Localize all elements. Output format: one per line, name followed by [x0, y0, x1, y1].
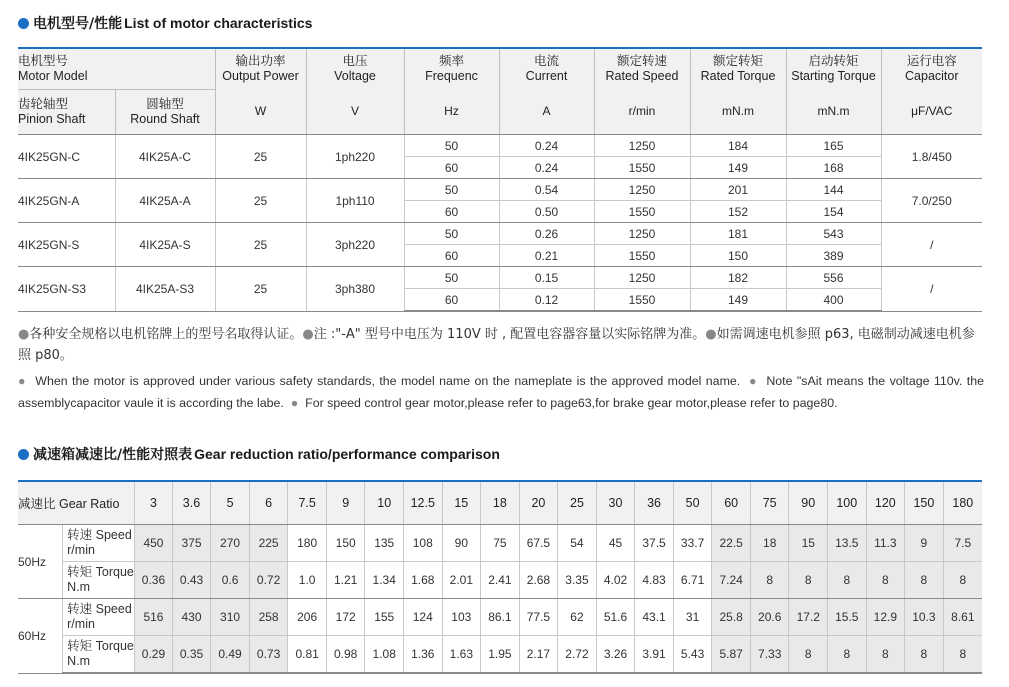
torque-value-cell: 0.6 [211, 562, 250, 599]
speed-cell: 1550 [594, 245, 690, 267]
motor-section-title [18, 13, 312, 33]
speed-label-en: Speed [95, 528, 132, 542]
speed-value-cell: 75 [481, 525, 520, 562]
torque-row [18, 562, 982, 599]
speed-value-cell: 33.7 [673, 525, 712, 562]
speed-cn: 额定转速 [617, 54, 668, 69]
ratio-cell: 75 [750, 481, 789, 525]
start-cell: 543 [786, 223, 881, 245]
torque-value-cell: 1.08 [365, 636, 404, 674]
note-en-2: Note "sAit means the voltage 110v. the assemblycapacitor vaule it is according the labe. [18, 374, 985, 410]
torque-value-cell: 0.73 [249, 636, 288, 674]
rated-torque-header [690, 48, 786, 90]
torque-value-cell: 7.33 [750, 636, 789, 674]
torque-value-cell: 1.21 [326, 562, 365, 599]
ratio-cell: 18 [481, 481, 520, 525]
speed-value-cell: 77.5 [519, 599, 558, 636]
speed-cell: 1550 [594, 157, 690, 179]
speed-en: Rated Speed [605, 69, 679, 84]
bullet-icon [18, 449, 29, 460]
torque-cell: 149 [690, 289, 786, 312]
current-cell: 0.26 [499, 223, 594, 245]
round-en: Round Shaft [130, 112, 200, 126]
gear-ratio-label: 减速比 Gear Ratio [18, 481, 135, 525]
speed-value-cell: 7.5 [943, 525, 982, 562]
speed-value-cell: 67.5 [519, 525, 558, 562]
bullet-icon [18, 18, 29, 29]
ratio-cell: 6 [249, 481, 288, 525]
speed-label-cell [63, 599, 135, 636]
ratio-cell: 10 [365, 481, 404, 525]
frequency-cell: 60Hz [18, 599, 63, 674]
note-bullet-icon: ● [18, 374, 27, 388]
speed-value-cell: 172 [326, 599, 365, 636]
round-shaft-cell: 4IK25A-S [115, 223, 215, 267]
torque-value-cell: 1.95 [481, 636, 520, 674]
round-cn: 圆轴型 [146, 97, 184, 111]
note-cn-3: 如需调速电机参照 p63, 电磁制动减速电机参照 p80。 [18, 327, 975, 363]
torque-value-cell: 1.0 [288, 562, 327, 599]
torque-value-cell: 3.91 [635, 636, 674, 674]
start-cell: 165 [786, 135, 881, 157]
speed-label-cn: 转速 [67, 528, 93, 542]
unit-voltage: V [306, 90, 404, 135]
note-bullet-icon: ● [18, 327, 30, 342]
capacitor-cell: 1.8/450 [881, 135, 982, 179]
gear-table-body [18, 525, 982, 674]
start-en: Starting Torque [791, 69, 876, 84]
ratio-cell: 7.5 [288, 481, 327, 525]
rated-speed-header [594, 48, 690, 90]
speed-value-cell: 310 [211, 599, 250, 636]
unit-speed: r/min [594, 90, 690, 135]
note-bullet-icon: ● [749, 374, 758, 388]
note-bullet-icon: ● [290, 396, 299, 410]
pinion-shaft-cell: 4IK25GN-S [18, 223, 115, 267]
round-shaft-cell: 4IK25A-S3 [115, 267, 215, 312]
speed-value-cell: 450 [135, 525, 173, 562]
pinion-cn: 齿轮轴型 [18, 97, 69, 111]
torque-cell: 201 [690, 179, 786, 201]
speed-value-cell: 20.6 [750, 599, 789, 636]
freq-cell: 50 [404, 179, 499, 201]
torque-value-cell: 8 [943, 636, 982, 674]
torque-label-en: Torque [95, 565, 134, 579]
speed-value-cell: 270 [211, 525, 250, 562]
speed-value-cell: 103 [442, 599, 481, 636]
torque-unit: N.m [67, 654, 91, 668]
gear-title-cn: 减速箱减速比/性能对照表 [33, 447, 193, 463]
current-cell: 0.54 [499, 179, 594, 201]
ratio-cell: 20 [519, 481, 558, 525]
gear-section-title [18, 444, 500, 464]
speed-value-cell: 258 [249, 599, 288, 636]
speed-value-cell: 22.5 [712, 525, 751, 562]
speed-value-cell: 225 [249, 525, 288, 562]
torque-value-cell: 1.63 [442, 636, 481, 674]
output-cell: 25 [215, 223, 306, 267]
ratio-cell: 5 [211, 481, 250, 525]
ratio-cell: 9 [326, 481, 365, 525]
speed-value-cell: 15 [789, 525, 828, 562]
speed-label [67, 528, 134, 543]
torque-value-cell: 8 [828, 636, 867, 674]
torque-value-cell: 0.72 [249, 562, 288, 599]
speed-cell: 1550 [594, 289, 690, 312]
torque-value-cell: 4.83 [635, 562, 674, 599]
gear-ratio-table [18, 480, 982, 674]
current-en: Current [525, 69, 568, 84]
speed-value-cell: 13.5 [828, 525, 867, 562]
voltage-cell: 3ph220 [306, 223, 404, 267]
speed-value-cell: 430 [172, 599, 211, 636]
unit-output: W [215, 90, 306, 135]
notes-chinese [18, 324, 984, 366]
voltage-cell: 3ph380 [306, 267, 404, 312]
motor-row [18, 223, 982, 245]
current-cell: 0.21 [499, 245, 594, 267]
note-cn-1: 各种安全规格以电机铭牌上的型号名取得认证。 [29, 327, 303, 342]
torque-value-cell: 0.43 [172, 562, 211, 599]
torque-label-cn: 转矩 [67, 565, 93, 579]
start-cell: 154 [786, 201, 881, 223]
freq-cell: 50 [404, 223, 499, 245]
output-power-header [215, 48, 306, 90]
speed-value-cell: 86.1 [481, 599, 520, 636]
current-header [499, 48, 594, 90]
torque-value-cell: 8 [943, 562, 982, 599]
torque-cell: 181 [690, 223, 786, 245]
speed-value-cell: 31 [673, 599, 712, 636]
torque-value-cell: 3.26 [596, 636, 635, 674]
speed-value-cell: 62 [558, 599, 597, 636]
ratio-cell: 150 [905, 481, 944, 525]
speed-value-cell: 15.5 [828, 599, 867, 636]
ratio-cell: 60 [712, 481, 751, 525]
torque-value-cell: 6.71 [673, 562, 712, 599]
torque-en: Rated Torque [700, 69, 776, 84]
ratio-cell: 3.6 [172, 481, 211, 525]
voltage-header [306, 48, 404, 90]
torque-value-cell: 0.29 [135, 636, 173, 674]
torque-row [18, 636, 982, 674]
ratio-cell: 50 [673, 481, 712, 525]
torque-label [67, 639, 134, 654]
speed-unit: r/min [67, 617, 95, 631]
round-shaft-header [115, 90, 215, 135]
output-cell: 25 [215, 135, 306, 179]
torque-value-cell: 2.68 [519, 562, 558, 599]
unit-frequency: Hz [404, 90, 499, 135]
torque-label [67, 565, 134, 580]
unit-torque: mN.m [690, 90, 786, 135]
torque-value-cell: 5.43 [673, 636, 712, 674]
start-cn: 启动转矩 [808, 54, 859, 69]
torque-value-cell: 2.41 [481, 562, 520, 599]
cap-cn: 运行电容 [906, 54, 957, 69]
torque-value-cell: 1.34 [365, 562, 404, 599]
torque-cell: 152 [690, 201, 786, 223]
motor-model-en: Motor Model [18, 69, 88, 83]
speed-value-cell: 17.2 [789, 599, 828, 636]
current-cn: 电流 [534, 54, 560, 69]
freq-cell: 60 [404, 201, 499, 223]
speed-value-cell: 375 [172, 525, 211, 562]
torque-unit: N.m [67, 580, 91, 594]
speed-cell: 1250 [594, 267, 690, 289]
speed-value-cell: 516 [135, 599, 173, 636]
capacitor-cell: 7.0/250 [881, 179, 982, 223]
voltage-cn: 电压 [342, 54, 368, 69]
speed-row [18, 599, 982, 636]
freq-cell: 50 [404, 135, 499, 157]
freq-en: Frequenc [425, 69, 478, 84]
unit-starting-torque: mN.m [786, 90, 881, 135]
speed-value-cell: 8.61 [943, 599, 982, 636]
torque-value-cell: 0.35 [172, 636, 211, 674]
speed-label-en: Speed [95, 602, 132, 616]
torque-value-cell: 1.68 [404, 562, 443, 599]
freq-cn: 频率 [439, 54, 465, 69]
speed-cell: 1550 [594, 201, 690, 223]
speed-cell: 1250 [594, 135, 690, 157]
unit-current: A [499, 90, 594, 135]
pinion-shaft-cell: 4IK25GN-C [18, 135, 115, 179]
torque-value-cell: 0.49 [211, 636, 250, 674]
current-cell: 0.50 [499, 201, 594, 223]
ratio-cell: 3 [135, 481, 173, 525]
round-shaft-cell: 4IK25A-C [115, 135, 215, 179]
torque-cn: 额定转矩 [713, 54, 764, 69]
voltage-cell: 1ph220 [306, 135, 404, 179]
output-cell: 25 [215, 267, 306, 312]
torque-value-cell: 2.17 [519, 636, 558, 674]
note-bullet-icon: ● [302, 327, 314, 342]
torque-value-cell: 5.87 [712, 636, 751, 674]
torque-value-cell: 0.36 [135, 562, 173, 599]
torque-value-cell: 8 [828, 562, 867, 599]
motor-title-en: List of motor characteristics [124, 15, 313, 31]
speed-value-cell: 18 [750, 525, 789, 562]
torque-value-cell: 8 [866, 636, 905, 674]
speed-value-cell: 124 [404, 599, 443, 636]
speed-value-cell: 180 [288, 525, 327, 562]
ratio-cell: 100 [828, 481, 867, 525]
torque-value-cell: 8 [789, 562, 828, 599]
torque-label-cell [63, 636, 135, 674]
speed-value-cell: 108 [404, 525, 443, 562]
torque-cell: 150 [690, 245, 786, 267]
pinion-en: Pinion Shaft [18, 112, 86, 126]
speed-value-cell: 90 [442, 525, 481, 562]
round-shaft-cell: 4IK25A-A [115, 179, 215, 223]
unit-capacitor: μF/VAC [881, 90, 982, 135]
torque-value-cell: 1.36 [404, 636, 443, 674]
start-cell: 400 [786, 289, 881, 312]
torque-value-cell: 7.24 [712, 562, 751, 599]
gear-ratio-header-row [18, 481, 982, 525]
speed-value-cell: 43.1 [635, 599, 674, 636]
speed-value-cell: 11.3 [866, 525, 905, 562]
motor-title-cn: 电机型号/性能 [33, 16, 123, 32]
freq-cell: 60 [404, 157, 499, 179]
gear-title-en: Gear reduction ratio/performance comparison [194, 446, 500, 462]
frequency-cell: 50Hz [18, 525, 63, 599]
ratio-cell: 90 [789, 481, 828, 525]
speed-value-cell: 9 [905, 525, 944, 562]
torque-value-cell: 8 [905, 636, 944, 674]
speed-value-cell: 150 [326, 525, 365, 562]
ratio-cell: 12.5 [404, 481, 443, 525]
torque-value-cell: 8 [789, 636, 828, 674]
motor-model-header [18, 48, 215, 90]
torque-cell: 184 [690, 135, 786, 157]
torque-value-cell: 8 [905, 562, 944, 599]
freq-cell: 60 [404, 289, 499, 312]
note-cn-2: 注 :"-A" 型号中电压为 110V 时 , 配置电容器容量以实际铭牌为准。 [313, 327, 706, 342]
notes-english [18, 370, 984, 414]
capacitor-header [881, 48, 982, 90]
ratio-cell: 36 [635, 481, 674, 525]
torque-cell: 149 [690, 157, 786, 179]
speed-value-cell: 25.8 [712, 599, 751, 636]
torque-value-cell: 2.72 [558, 636, 597, 674]
ratio-cell: 180 [943, 481, 982, 525]
note-en-1: When the motor is approved under various safety standards, the model name on the nameplate is the approved model name. [35, 374, 741, 388]
ratio-cell: 15 [442, 481, 481, 525]
note-en-3: For speed control gear motor,please refer to page63,for brake gear motor,please refer to page80. [305, 396, 838, 410]
speed-value-cell: 12.9 [866, 599, 905, 636]
speed-label-cn: 转速 [67, 602, 93, 616]
current-cell: 0.12 [499, 289, 594, 312]
torque-label-cell [63, 562, 135, 599]
torque-value-cell: 2.01 [442, 562, 481, 599]
ratio-cell: 30 [596, 481, 635, 525]
motor-row [18, 179, 982, 201]
voltage-en: Voltage [334, 69, 376, 84]
speed-cell: 1250 [594, 179, 690, 201]
current-cell: 0.15 [499, 267, 594, 289]
pinion-shaft-cell: 4IK25GN-A [18, 179, 115, 223]
motor-row [18, 135, 982, 157]
frequency-header [404, 48, 499, 90]
note-bullet-icon: ● [705, 327, 717, 342]
start-cell: 144 [786, 179, 881, 201]
speed-value-cell: 45 [596, 525, 635, 562]
start-cell: 389 [786, 245, 881, 267]
torque-label-en: Torque [95, 639, 134, 653]
speed-value-cell: 135 [365, 525, 404, 562]
starting-torque-header [786, 48, 881, 90]
speed-unit: r/min [67, 543, 95, 557]
ratio-cell: 25 [558, 481, 597, 525]
output-cell: 25 [215, 179, 306, 223]
freq-cell: 50 [404, 267, 499, 289]
motor-model-cn: 电机型号 [18, 54, 69, 68]
speed-cell: 1250 [594, 223, 690, 245]
output-cn: 输出功率 [235, 54, 286, 69]
output-en: Output Power [222, 69, 299, 84]
torque-value-cell: 0.81 [288, 636, 327, 674]
capacitor-cell: / [881, 267, 982, 312]
torque-value-cell: 0.98 [326, 636, 365, 674]
speed-value-cell: 10.3 [905, 599, 944, 636]
voltage-cell: 1ph110 [306, 179, 404, 223]
current-cell: 0.24 [499, 157, 594, 179]
pinion-shaft-header [18, 90, 115, 135]
torque-cell: 182 [690, 267, 786, 289]
torque-value-cell: 3.35 [558, 562, 597, 599]
motor-characteristics-table [18, 47, 982, 312]
freq-cell: 60 [404, 245, 499, 267]
torque-value-cell: 8 [866, 562, 905, 599]
pinion-shaft-cell: 4IK25GN-S3 [18, 267, 115, 312]
start-cell: 556 [786, 267, 881, 289]
speed-value-cell: 54 [558, 525, 597, 562]
speed-label [67, 602, 134, 617]
torque-value-cell: 4.02 [596, 562, 635, 599]
motor-row [18, 267, 982, 289]
current-cell: 0.24 [499, 135, 594, 157]
torque-label-cn: 转矩 [67, 639, 93, 653]
cap-en: Capacitor [905, 69, 959, 84]
speed-label-cell [63, 525, 135, 562]
start-cell: 168 [786, 157, 881, 179]
speed-value-cell: 206 [288, 599, 327, 636]
motor-table-body [18, 135, 982, 312]
torque-value-cell: 8 [750, 562, 789, 599]
ratio-cell: 120 [866, 481, 905, 525]
speed-value-cell: 51.6 [596, 599, 635, 636]
capacitor-cell: / [881, 223, 982, 267]
speed-value-cell: 155 [365, 599, 404, 636]
speed-value-cell: 37.5 [635, 525, 674, 562]
speed-row [18, 525, 982, 562]
